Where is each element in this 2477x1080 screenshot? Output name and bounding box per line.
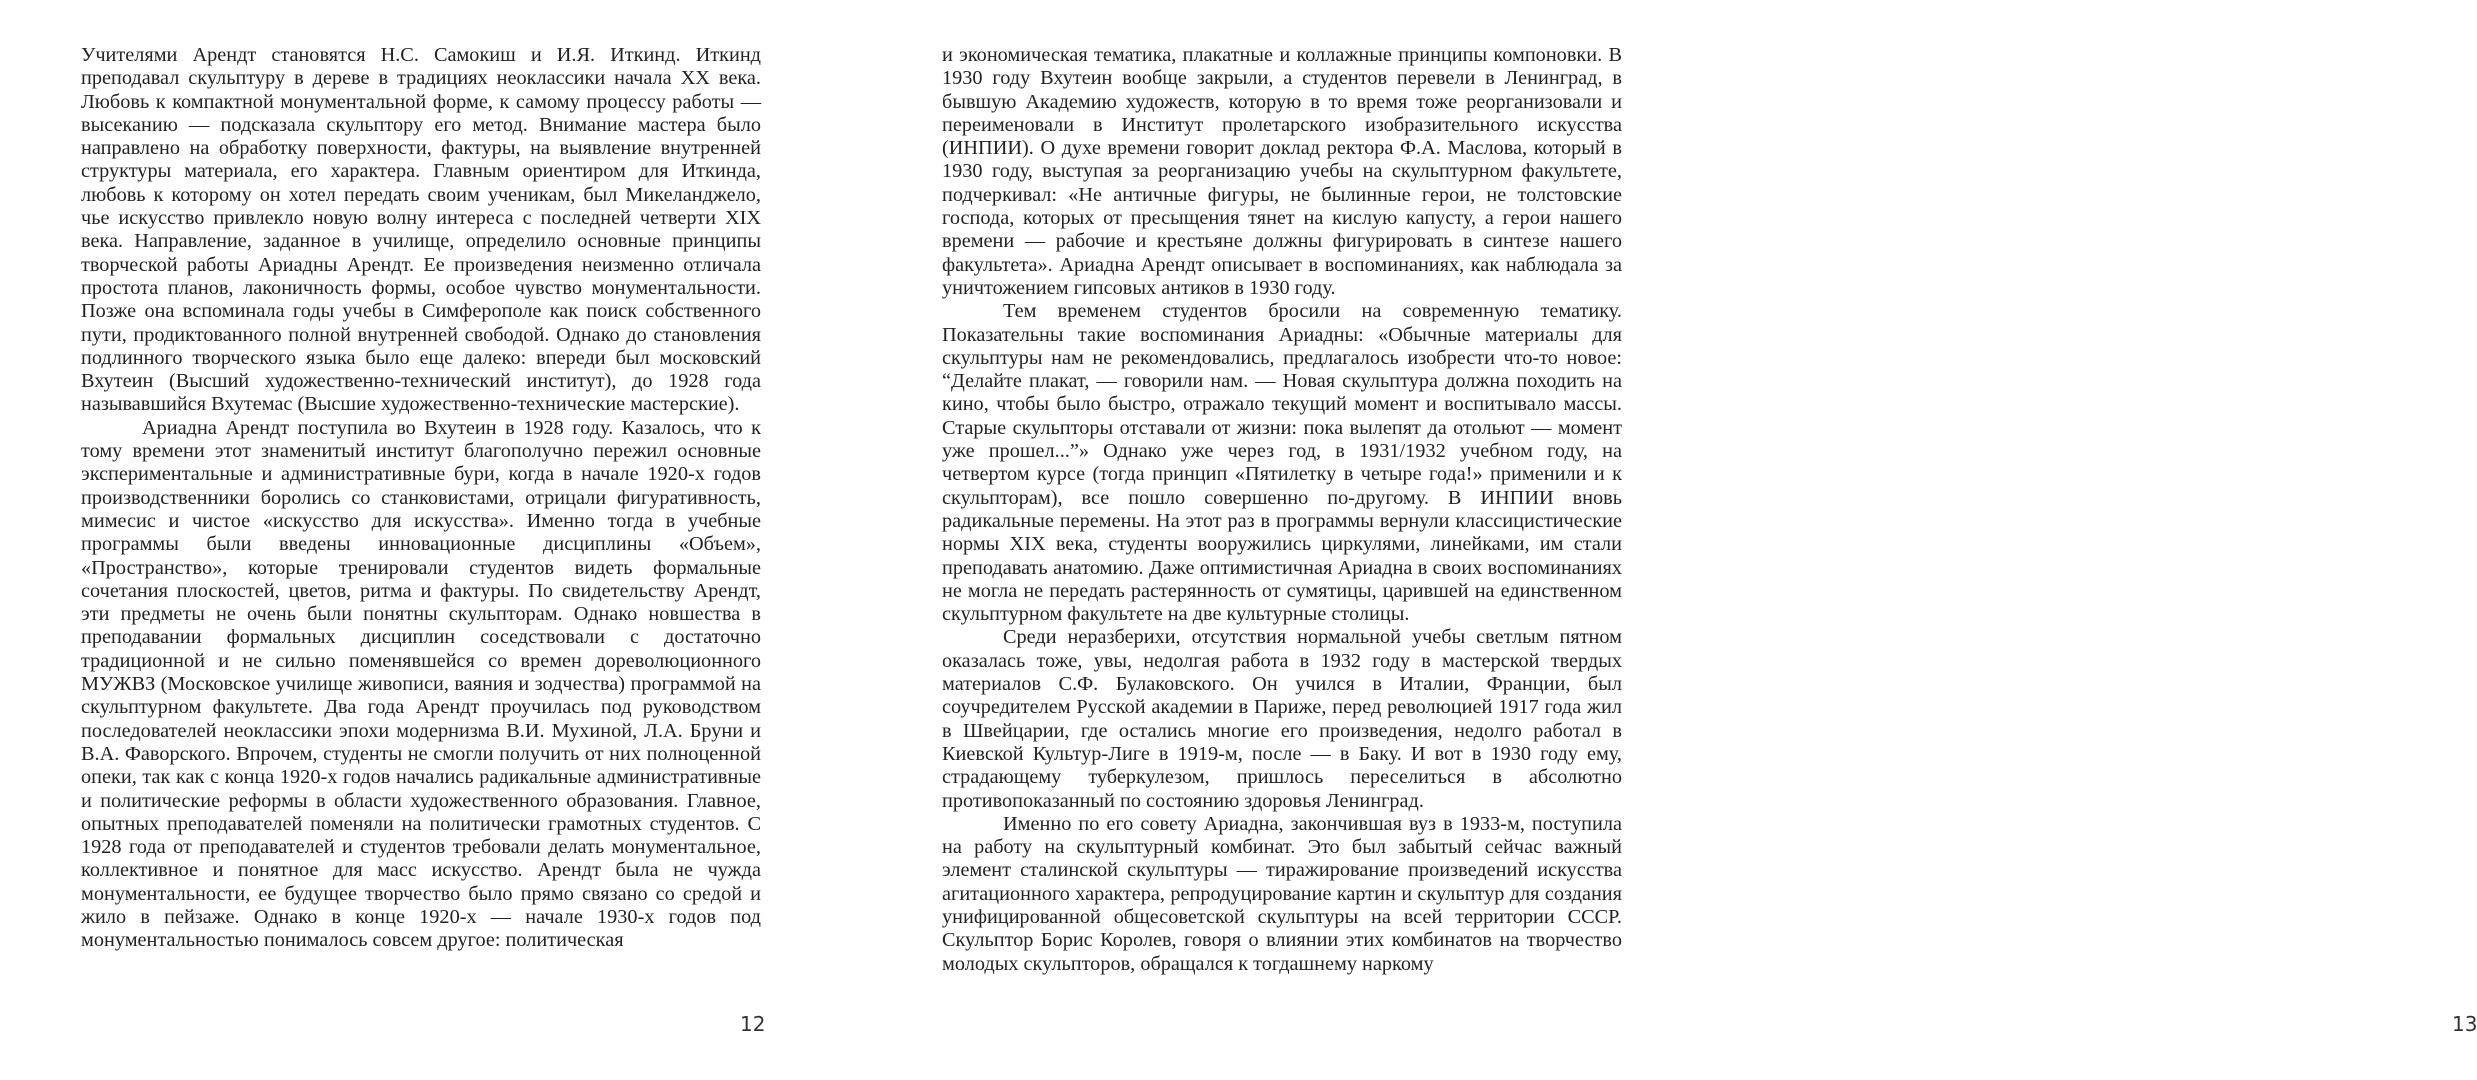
paragraph: Именно по его совету Ариадна, закончившая вуз в 1933-м, поступила на работу на скульптурный комбинат. Это был забытый сейчас важный элемент сталинской скульптуры — тиражирование произведений искусства агитационного характера, репродуцирование картин и скульптур для создания унифицированной общесоветской скульптуры на всей территории СССР. Скульптор Борис Королев, говоря о влиянии этих комбинатов на творчество молодых скульпторов, обращался к тогдашнему наркому (942, 812, 1622, 975)
paragraph: Учителями Арендт становятся Н.С. Самокиш и И.Я. Иткинд. Иткинд преподавал скульптуру в дереве в традициях неоклассики начала XX века. Любовь к компактной монументальной форме, к самому процессу работы — высеканию — подсказала скульптору его метод. Внимание мастера было направлено на обработку поверхности, фактуры, на выявление внутренней структуры материала, его характера. Главным ориентиром для Иткинда, любовь к которому он хотел передать своим ученикам, был Микеланджело, чье искусство привлекло новую волну интереса с последней четверти XIX века. Направление, заданное в училище, определило основные принципы творческой работы Ариадны Арендт. Ее произведения неизменно отличала простота планов, лаконичность формы, особое чувство монументальности. Позже она вспоминала годы учебы в Симферополе как поиск собственного пути, продиктованного полной внутренней свободой. Однако до становления подлинного творческого языка было еще далеко: впереди был московский Вхутеин (Высший художественно-технический институт), до 1928 года называвшийся Вхутемас (Высшие художественно-технические мастерские). (81, 44, 761, 416)
page-number: 13 (2452, 1012, 2477, 1036)
left-page-text (81, 44, 761, 953)
paragraph: и экономическая тематика, плакатные и коллажные принципы компоновки. В 1930 году Вхутеин вообще закрыли, а студентов перевели в Ленинград, в бывшую Академию художеств, которую в то время тоже реорганизовали и переименовали в Институт пролетарского изобразительного искусства (ИНПИИ). О духе времени говорит доклад ректора Ф.А. Маслова, который в 1930 году, выступая за реорганизацию учебы на скульптурном факультете, подчеркивал: «Не античные фигуры, не былинные герои, не толстовские господа, которых от пресыщения тянет на кислую капусту, а герои нашего времени — рабочие и крестьяне должны фигурировать в синтезе нашего факультета». Ариадна Арендт описывает в воспоминаниях, как наблюдала за уничтожением гипсовых антиков в 1930 году. (942, 44, 1622, 299)
right-page-text (942, 44, 1622, 976)
paragraph: Среди неразберихи, отсутствия нормальной учебы светлым пятном оказалась тоже, увы, недолгая работа в 1932 году в мастерской твердых материалов С.Ф. Булаковского. Он учился в Италии, Франции, был соучредителем Русской академии в Париже, перед революцией 1917 года жил в Швейцарии, где остались многие его произведения, недолго работал в Киевской Культур-Лиге в 1919-м, после — в Баку. И вот в 1930 году ему, страдающему туберкулезом, пришлось переселиться в абсолютно противопоказанный по состоянию здоровья Ленинград. (942, 626, 1622, 812)
paragraph: Тем временем студентов бросили на современную тематику. Показательны такие воспоминания Ариадны: «Обычные материалы для скульптуры нам не рекомендовались, предлагалось изобрести что-то новое: “Делайте плакат, — говорили нам. — Новая скульптура должна походить на кино, чтобы было быстро, отражало текущий момент и воспитывало массы. Старые скульпторы отставали от жизни: пока вылепят да отольют — момент уже прошел...”» Однако уже через год, в 1931/1932 учебном году, на четвертом курсе (тогда принцип «Пятилетку в четыре года!» применили и к скульпторам), все пошло совершенно по-другому. В ИНПИИ вновь радикальные перемены. На этот раз в программы вернули классицистические нормы XIX века, студенты вооружились циркулями, линейками, им стали преподавать анатомию. Даже оптимистичная Ариадна в своих воспоминаниях не могла не передать растерянность от сумятицы, царившей на единственном скульптурном факультете на две культурные столицы. (942, 300, 1622, 626)
right-page (848, 0, 2477, 1080)
left-page (0, 0, 848, 1080)
paragraph: Ариадна Арендт поступила во Вхутеин в 1928 году. Казалось, что к тому времени этот знаменитый институт благополучно пережил основные экспериментальные и административные бури, когда в начале 1920-х годов производственники боролись со станковистами, отрицали фигуративность, мимесис и чистое «искусство для искусства». Именно тогда в учебные программы были введены инновационные дисциплины «Объем», «Пространство», которые тренировали студентов видеть формальные сочетания плоскостей, цветов, ритма и фактуры. По свидетельству Арендт, эти предметы не очень были понятны скульпторам. Однако новшества в преподавании формальных дисциплин соседствовали с достаточно традиционной и не сильно поменявшейся со времен дореволюционного МУЖВЗ (Московское училище живописи, ваяния и зодчества) программой на скульптурном факультете. Два года Арендт проучилась под руководством последователей неоклассики эпохи модернизма В.И. Мухиной, Л.А. Бруни и В.А. Фаворского. Впрочем, студенты не смогли получить от них полноценной опеки, так как с конца 1920-х годов начались радикальные административные и политические реформы в области художественного образования. Главное, опытных преподавателей поменяли на политически грамотных студентов. С 1928 года от преподавателей и студентов требовали делать монументальное, коллективное и понятное для масс искусство. Арендт была не чужда монументальности, ее будущее творчество было прямо связано со средой и жило в пейзаже. Однако в конце 1920-х — начале 1930-х годов под монументальностью понималось совсем другое: политическая (81, 416, 761, 952)
page-number: 12 (740, 1012, 766, 1036)
